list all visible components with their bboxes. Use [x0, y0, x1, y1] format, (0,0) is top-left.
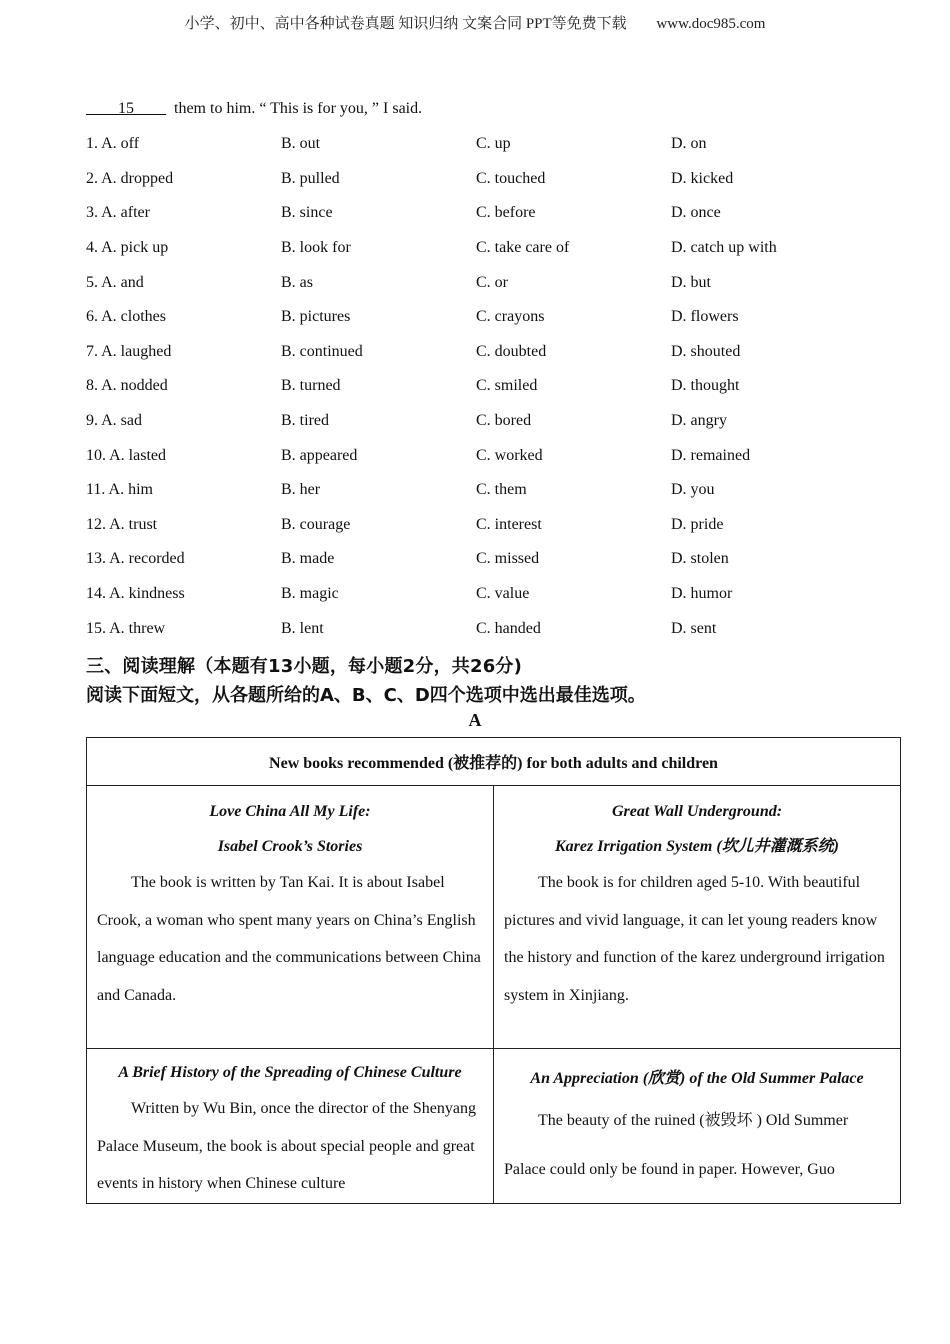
book-description: The book is written by Tan Kai. It is about Isabel Crook, a woman who spent many years on China’s English language education and the communications between China and Canada. [97, 874, 481, 1004]
passage-label: A [468, 710, 482, 730]
option-row [86, 438, 866, 473]
option-row [86, 335, 866, 370]
option-c: C. up [476, 135, 511, 153]
option-a: 7. A. laughed [86, 342, 172, 360]
option-row [86, 265, 866, 300]
book-cell [494, 786, 901, 1049]
option-a: 12. A. trust [86, 515, 158, 533]
option-d: D. but [671, 273, 711, 291]
option-c: C. touched [476, 169, 546, 187]
option-b: B. pictures [281, 308, 351, 326]
option-a: 11. A. him [86, 481, 153, 499]
option-d: D. shouted [671, 342, 741, 360]
book-description: The book is for children aged 5-10. With beautiful pictures and vivid language, it can let young readers know the history and function of the karez underground irrigation system in Xinjiang. [504, 874, 885, 1004]
option-c: C. or [476, 273, 508, 291]
option-a: 8. A. nodded [86, 377, 168, 395]
option-row [86, 508, 866, 543]
header-text: 小学、初中、高中各种试卷真题 知识归纳 文案合同 PPT等免费下载 [184, 16, 627, 32]
option-c: C. before [476, 204, 536, 222]
option-b: B. magic [281, 585, 339, 603]
blank-15: ____15____ [86, 100, 166, 117]
table-heading: New books recommended (被推荐的) for both adults and children [87, 738, 901, 786]
option-d: D. on [671, 135, 707, 153]
option-c: C. bored [476, 412, 532, 430]
book-title-line: Great Wall Underground: [611, 803, 783, 820]
option-b: B. as [281, 273, 313, 291]
option-b: B. since [281, 204, 333, 222]
option-a: 14. A. kindness [86, 585, 185, 603]
option-d: D. flowers [671, 308, 739, 326]
option-row [86, 127, 866, 162]
option-a: 1. A. off [86, 135, 140, 153]
option-d: D. you [671, 481, 715, 499]
option-b: B. made [281, 550, 335, 568]
book-cell [494, 1049, 901, 1204]
books-table [86, 737, 901, 1204]
option-c: C. take care of [476, 239, 570, 257]
option-a: 6. A. clothes [86, 308, 166, 326]
book-title [504, 786, 890, 864]
option-c: C. value [476, 585, 530, 603]
book-title-line: Love China All My Life: [209, 803, 371, 820]
option-row [86, 300, 866, 335]
book-title [97, 786, 483, 864]
section-instruction: 阅读下面短文，从各题所给的A、B、C、D四个选项中选出最佳选项。 [86, 685, 646, 706]
option-row [86, 196, 866, 231]
option-row [86, 162, 866, 197]
option-b: B. tired [281, 412, 329, 430]
option-c: C. crayons [476, 308, 545, 326]
option-b: B. courage [281, 515, 351, 533]
book-title: A Brief History of the Spreading of Chinese Culture [118, 1064, 462, 1081]
option-a: 3. A. after [86, 204, 150, 222]
option-b: B. look for [281, 239, 351, 257]
option-row [86, 404, 866, 439]
book-description: Written by Wu Bin, once the director of the Shenyang Palace Museum, the book is about special people and great events in history when Chinese culture [97, 1100, 476, 1192]
option-d: D. catch up with [671, 239, 777, 257]
option-row [86, 542, 866, 577]
book-title-line: Karez Irrigation System (坎儿井灌溉系统) [554, 838, 840, 855]
line15-text: them to him. “ This is for you, ” I said. [170, 100, 423, 117]
option-b: B. lent [281, 619, 324, 637]
option-b: B. her [281, 481, 321, 499]
header-url[interactable]: www.doc985.com [656, 16, 766, 32]
option-a: 5. A. and [86, 273, 144, 291]
book-description: The beauty of the ruined (被毁坏 ) Old Summer Palace could only be found in paper. However, Guo [504, 1112, 849, 1178]
option-a: 13. A. recorded [86, 550, 185, 568]
option-d: D. humor [671, 585, 733, 603]
option-b: B. continued [281, 342, 363, 360]
option-a: 10. A. lasted [86, 446, 166, 464]
option-c: C. interest [476, 515, 542, 533]
option-c: C. doubted [476, 342, 547, 360]
option-c: C. worked [476, 446, 543, 464]
book-title: An Appreciation (欣赏) of the Old Summer Palace [530, 1070, 864, 1087]
option-d: D. sent [671, 619, 717, 637]
section-title: 三、阅读理解（本题有13小题，每小题2分，共26分) [86, 656, 523, 677]
option-b: B. pulled [281, 169, 340, 187]
option-d: D. angry [671, 412, 727, 430]
option-d: D. remained [671, 446, 751, 464]
option-b: B. appeared [281, 446, 358, 464]
option-b: B. out [281, 135, 321, 153]
option-a: 9. A. sad [86, 412, 142, 430]
option-b: B. turned [281, 377, 341, 395]
question-15-line [86, 100, 422, 118]
option-a: 2. A. dropped [86, 169, 174, 187]
cloze-options [86, 127, 866, 646]
book-title-line: Isabel Crook’s Stories [217, 838, 363, 855]
option-d: D. stolen [671, 550, 729, 568]
option-d: D. pride [671, 515, 724, 533]
book-cell [87, 786, 494, 1049]
option-c: C. missed [476, 550, 540, 568]
option-row [86, 577, 866, 612]
option-c: C. handed [476, 619, 541, 637]
option-a: 15. A. threw [86, 619, 166, 637]
option-c: C. smiled [476, 377, 538, 395]
option-row [86, 611, 866, 646]
page-header [0, 12, 950, 33]
option-d: D. once [671, 204, 721, 222]
book-cell [87, 1049, 494, 1204]
option-d: D. thought [671, 377, 740, 395]
option-a: 4. A. pick up [86, 239, 169, 257]
option-row [86, 369, 866, 404]
option-c: C. them [476, 481, 527, 499]
option-d: D. kicked [671, 169, 734, 187]
option-row [86, 473, 866, 508]
option-row [86, 231, 866, 266]
